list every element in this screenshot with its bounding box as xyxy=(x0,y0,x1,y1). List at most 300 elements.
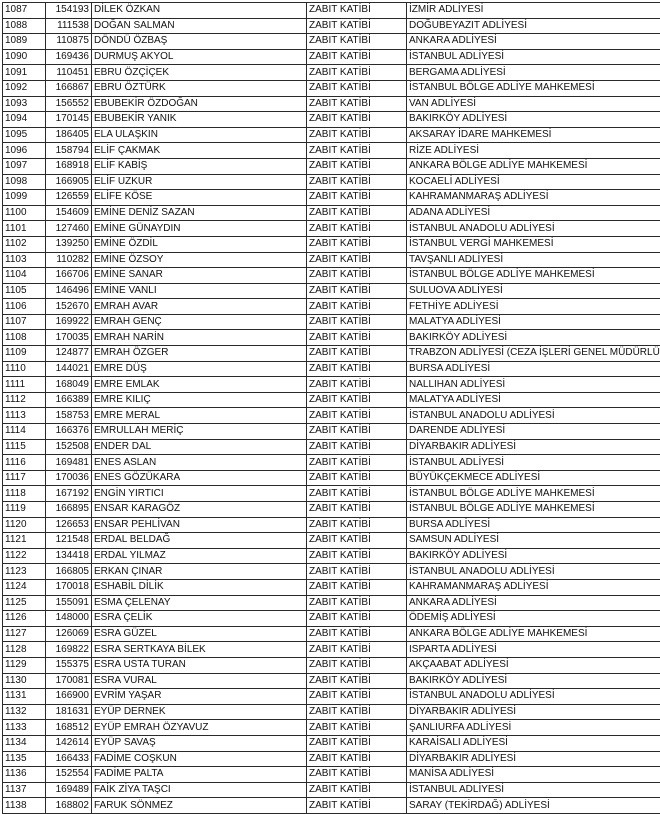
row-number-cell: 1133 xyxy=(3,720,46,736)
table-row xyxy=(3,564,660,580)
row-number-cell: 1118 xyxy=(3,486,46,502)
title-cell: ZABIT KATİBİ xyxy=(307,486,407,502)
unit-cell: ŞANLIURFA ADLİYESİ xyxy=(407,720,660,736)
unit-cell: ANKARA ADLİYESİ xyxy=(407,34,660,50)
row-number-cell: 1100 xyxy=(3,205,46,221)
unit-cell: ANKARA BÖLGE ADLİYE MAHKEMESİ xyxy=(407,626,660,642)
table-row xyxy=(3,782,660,798)
unit-cell: DİYARBAKIR ADLİYESİ xyxy=(407,751,660,767)
unit-cell: TRABZON ADLİYESİ (CEZA İŞLERİ GENEL MÜDÜRLÜ xyxy=(407,346,660,362)
registry-number-cell: 126069 xyxy=(46,626,92,642)
row-number-cell: 1087 xyxy=(3,3,46,19)
name-cell: EMRAH ÖZGER xyxy=(92,346,307,362)
title-cell: ZABIT KATİBİ xyxy=(307,751,407,767)
title-cell: ZABIT KATİBİ xyxy=(307,424,407,440)
table-row xyxy=(3,252,660,268)
table-row xyxy=(3,735,660,751)
registry-number-cell: 166805 xyxy=(46,564,92,580)
table-row xyxy=(3,392,660,408)
row-number-cell: 1109 xyxy=(3,346,46,362)
table-row xyxy=(3,346,660,362)
table-row xyxy=(3,704,660,720)
name-cell: EMRAH NARİN xyxy=(92,330,307,346)
table-row xyxy=(3,673,660,689)
title-cell: ZABIT KATİBİ xyxy=(307,314,407,330)
registry-number-cell: 146496 xyxy=(46,283,92,299)
table-row xyxy=(3,470,660,486)
row-number-cell: 1101 xyxy=(3,221,46,237)
registry-number-cell: 186405 xyxy=(46,127,92,143)
name-cell: EMİNE GÜNAYDIN xyxy=(92,221,307,237)
registry-number-cell: 168802 xyxy=(46,798,92,814)
title-cell: ZABIT KATİBİ xyxy=(307,455,407,471)
registry-number-cell: 168918 xyxy=(46,158,92,174)
name-cell: ENSAR PEHLİVAN xyxy=(92,517,307,533)
table-row xyxy=(3,80,660,96)
table-row xyxy=(3,689,660,705)
title-cell: ZABIT KATİBİ xyxy=(307,268,407,284)
registry-number-cell: 166706 xyxy=(46,268,92,284)
row-number-cell: 1093 xyxy=(3,96,46,112)
table-row xyxy=(3,330,660,346)
title-cell: ZABIT KATİBİ xyxy=(307,439,407,455)
table-row xyxy=(3,314,660,330)
row-number-cell: 1122 xyxy=(3,548,46,564)
table-row xyxy=(3,65,660,81)
registry-number-cell: 170036 xyxy=(46,470,92,486)
title-cell: ZABIT KATİBİ xyxy=(307,689,407,705)
unit-cell: İSTANBUL BÖLGE ADLİYE MAHKEMESİ xyxy=(407,502,660,518)
title-cell: ZABIT KATİBİ xyxy=(307,190,407,206)
table-row xyxy=(3,127,660,143)
row-number-cell: 1096 xyxy=(3,143,46,159)
registry-number-cell: 110282 xyxy=(46,252,92,268)
title-cell: ZABIT KATİBİ xyxy=(307,470,407,486)
unit-cell: BURSA ADLİYESİ xyxy=(407,361,660,377)
row-number-cell: 1104 xyxy=(3,268,46,284)
row-number-cell: 1088 xyxy=(3,18,46,34)
unit-cell: BAKIRKÖY ADLİYESİ xyxy=(407,548,660,564)
row-number-cell: 1130 xyxy=(3,673,46,689)
registry-number-cell: 156552 xyxy=(46,96,92,112)
row-number-cell: 1125 xyxy=(3,595,46,611)
row-number-cell: 1135 xyxy=(3,751,46,767)
table-row xyxy=(3,3,660,19)
row-number-cell: 1116 xyxy=(3,455,46,471)
name-cell: ERKAN ÇINAR xyxy=(92,564,307,580)
registry-number-cell: 110451 xyxy=(46,65,92,81)
table-row xyxy=(3,361,660,377)
name-cell: ESHABİL DİLİK xyxy=(92,579,307,595)
name-cell: EMRAH AVAR xyxy=(92,299,307,315)
unit-cell: MANİSA ADLİYESİ xyxy=(407,767,660,783)
registry-number-cell: 121548 xyxy=(46,533,92,549)
row-number-cell: 1089 xyxy=(3,34,46,50)
name-cell: FAİK ZİYA TAŞCI xyxy=(92,782,307,798)
registry-number-cell: 166905 xyxy=(46,174,92,190)
table-row xyxy=(3,299,660,315)
title-cell: ZABIT KATİBİ xyxy=(307,377,407,393)
registry-number-cell: 169922 xyxy=(46,314,92,330)
row-number-cell: 1111 xyxy=(3,377,46,393)
registry-number-cell: 166900 xyxy=(46,689,92,705)
name-cell: FADİME COŞKUN xyxy=(92,751,307,767)
title-cell: ZABIT KATİBİ xyxy=(307,408,407,424)
title-cell: ZABIT KATİBİ xyxy=(307,252,407,268)
name-cell: EMİNE SANAR xyxy=(92,268,307,284)
row-number-cell: 1092 xyxy=(3,80,46,96)
unit-cell: BAKIRKÖY ADLİYESİ xyxy=(407,112,660,128)
registry-number-cell: 168512 xyxy=(46,720,92,736)
title-cell: ZABIT KATİBİ xyxy=(307,548,407,564)
registry-number-cell: 148000 xyxy=(46,611,92,627)
table-row xyxy=(3,377,660,393)
registry-number-cell: 158794 xyxy=(46,143,92,159)
unit-cell: İSTANBUL ADLİYESİ xyxy=(407,49,660,65)
registry-number-cell: 139250 xyxy=(46,236,92,252)
row-number-cell: 1132 xyxy=(3,704,46,720)
title-cell: ZABIT KATİBİ xyxy=(307,564,407,580)
row-number-cell: 1126 xyxy=(3,611,46,627)
row-number-cell: 1099 xyxy=(3,190,46,206)
table-row xyxy=(3,283,660,299)
table-row xyxy=(3,408,660,424)
unit-cell: KOCAELİ ADLİYESİ xyxy=(407,174,660,190)
registry-number-cell: 166867 xyxy=(46,80,92,96)
unit-cell: ANKARA ADLİYESİ xyxy=(407,595,660,611)
unit-cell: İSTANBUL ADLİYESİ xyxy=(407,455,660,471)
title-cell: ZABIT KATİBİ xyxy=(307,346,407,362)
row-number-cell: 1124 xyxy=(3,579,46,595)
table-row xyxy=(3,205,660,221)
unit-cell: DARENDE ADLİYESİ xyxy=(407,424,660,440)
name-cell: EMRE EMLAK xyxy=(92,377,307,393)
table-row xyxy=(3,595,660,611)
name-cell: EMRULLAH MERİÇ xyxy=(92,424,307,440)
unit-cell: BAKIRKÖY ADLİYESİ xyxy=(407,330,660,346)
registry-number-cell: 152670 xyxy=(46,299,92,315)
table-row xyxy=(3,798,660,814)
title-cell: ZABIT KATİBİ xyxy=(307,127,407,143)
row-number-cell: 1106 xyxy=(3,299,46,315)
registry-number-cell: 169481 xyxy=(46,455,92,471)
name-cell: ENES GÖZÜKARA xyxy=(92,470,307,486)
title-cell: ZABIT KATİBİ xyxy=(307,798,407,814)
table-row xyxy=(3,517,660,533)
registry-number-cell: 170081 xyxy=(46,673,92,689)
table-row xyxy=(3,143,660,159)
title-cell: ZABIT KATİBİ xyxy=(307,330,407,346)
registry-number-cell: 152554 xyxy=(46,767,92,783)
unit-cell: KARAİSALI ADLİYESİ xyxy=(407,735,660,751)
registry-number-cell: 155091 xyxy=(46,595,92,611)
name-cell: ESRA VURAL xyxy=(92,673,307,689)
name-cell: ELİF UZKUR xyxy=(92,174,307,190)
title-cell: ZABIT KATİBİ xyxy=(307,579,407,595)
personnel-table-body xyxy=(3,3,660,814)
title-cell: ZABIT KATİBİ xyxy=(307,673,407,689)
name-cell: ESRA ÇELİK xyxy=(92,611,307,627)
unit-cell: KAHRAMANMARAŞ ADLİYESİ xyxy=(407,190,660,206)
registry-number-cell: 170145 xyxy=(46,112,92,128)
personnel-table xyxy=(2,2,660,814)
table-row xyxy=(3,439,660,455)
name-cell: DURMUŞ AKYOL xyxy=(92,49,307,65)
title-cell: ZABIT KATİBİ xyxy=(307,533,407,549)
name-cell: ESRA USTA TURAN xyxy=(92,657,307,673)
unit-cell: İSTANBUL BÖLGE ADLİYE MAHKEMESİ xyxy=(407,268,660,284)
row-number-cell: 1095 xyxy=(3,127,46,143)
row-number-cell: 1128 xyxy=(3,642,46,658)
row-number-cell: 1094 xyxy=(3,112,46,128)
title-cell: ZABIT KATİBİ xyxy=(307,236,407,252)
table-row xyxy=(3,112,660,128)
row-number-cell: 1134 xyxy=(3,735,46,751)
registry-number-cell: 111538 xyxy=(46,18,92,34)
row-number-cell: 1107 xyxy=(3,314,46,330)
name-cell: EYÜP EMRAH ÖZYAVUZ xyxy=(92,720,307,736)
unit-cell: İSTANBUL VERGİ MAHKEMESİ xyxy=(407,236,660,252)
name-cell: EMİNE ÖZDİL xyxy=(92,236,307,252)
unit-cell: ÖDEMİŞ ADLİYESİ xyxy=(407,611,660,627)
table-row xyxy=(3,49,660,65)
table-row xyxy=(3,221,660,237)
name-cell: EMİNE ÖZSOY xyxy=(92,252,307,268)
name-cell: DOĞAN SALMAN xyxy=(92,18,307,34)
registry-number-cell: 166433 xyxy=(46,751,92,767)
table-row xyxy=(3,533,660,549)
title-cell: ZABIT KATİBİ xyxy=(307,283,407,299)
title-cell: ZABIT KATİBİ xyxy=(307,735,407,751)
unit-cell: ISPARTA ADLİYESİ xyxy=(407,642,660,658)
name-cell: ENDER DAL xyxy=(92,439,307,455)
table-row xyxy=(3,424,660,440)
title-cell: ZABIT KATİBİ xyxy=(307,657,407,673)
name-cell: EMRE DÜŞ xyxy=(92,361,307,377)
title-cell: ZABIT KATİBİ xyxy=(307,80,407,96)
unit-cell: VAN ADLİYESİ xyxy=(407,96,660,112)
unit-cell: BÜYÜKÇEKMECE ADLİYESİ xyxy=(407,470,660,486)
unit-cell: ADANA ADLİYESİ xyxy=(407,205,660,221)
unit-cell: SULUOVA ADLİYESİ xyxy=(407,283,660,299)
row-number-cell: 1108 xyxy=(3,330,46,346)
title-cell: ZABIT KATİBİ xyxy=(307,158,407,174)
registry-number-cell: 127460 xyxy=(46,221,92,237)
unit-cell: İZMİR ADLİYESİ xyxy=(407,3,660,19)
unit-cell: İSTANBUL ANADOLU ADLİYESİ xyxy=(407,564,660,580)
row-number-cell: 1105 xyxy=(3,283,46,299)
unit-cell: TAVŞANLI ADLİYESİ xyxy=(407,252,660,268)
name-cell: ENES ASLAN xyxy=(92,455,307,471)
title-cell: ZABIT KATİBİ xyxy=(307,361,407,377)
title-cell: ZABIT KATİBİ xyxy=(307,112,407,128)
row-number-cell: 1121 xyxy=(3,533,46,549)
table-row xyxy=(3,174,660,190)
name-cell: EYÜP DERNEK xyxy=(92,704,307,720)
row-number-cell: 1091 xyxy=(3,65,46,81)
registry-number-cell: 110875 xyxy=(46,34,92,50)
title-cell: ZABIT KATİBİ xyxy=(307,626,407,642)
name-cell: EVRİM YAŞAR xyxy=(92,689,307,705)
registry-number-cell: 168049 xyxy=(46,377,92,393)
title-cell: ZABIT KATİBİ xyxy=(307,299,407,315)
document-page xyxy=(2,2,660,814)
name-cell: EYÜP SAVAŞ xyxy=(92,735,307,751)
registry-number-cell: 155375 xyxy=(46,657,92,673)
unit-cell: SARAY (TEKİRDAĞ) ADLİYESİ xyxy=(407,798,660,814)
table-row xyxy=(3,579,660,595)
title-cell: ZABIT KATİBİ xyxy=(307,65,407,81)
table-row xyxy=(3,34,660,50)
table-row xyxy=(3,158,660,174)
registry-number-cell: 154609 xyxy=(46,205,92,221)
row-number-cell: 1138 xyxy=(3,798,46,814)
table-row xyxy=(3,96,660,112)
table-row xyxy=(3,611,660,627)
name-cell: EBUBEKİR YANIK xyxy=(92,112,307,128)
name-cell: FADİME PALTA xyxy=(92,767,307,783)
unit-cell: SAMSUN ADLİYESİ xyxy=(407,533,660,549)
title-cell: ZABIT KATİBİ xyxy=(307,174,407,190)
title-cell: ZABIT KATİBİ xyxy=(307,96,407,112)
registry-number-cell: 166895 xyxy=(46,502,92,518)
unit-cell: MALATYA ADLİYESİ xyxy=(407,314,660,330)
table-row xyxy=(3,720,660,736)
title-cell: ZABIT KATİBİ xyxy=(307,704,407,720)
registry-number-cell: 134418 xyxy=(46,548,92,564)
registry-number-cell: 152508 xyxy=(46,439,92,455)
unit-cell: DİYARBAKIR ADLİYESİ xyxy=(407,439,660,455)
name-cell: EMRE KILIÇ xyxy=(92,392,307,408)
row-number-cell: 1112 xyxy=(3,392,46,408)
name-cell: DİLEK ÖZKAN xyxy=(92,3,307,19)
registry-number-cell: 166389 xyxy=(46,392,92,408)
registry-number-cell: 169436 xyxy=(46,49,92,65)
unit-cell: İSTANBUL ANADOLU ADLİYESİ xyxy=(407,408,660,424)
row-number-cell: 1113 xyxy=(3,408,46,424)
name-cell: EBRU ÖZÇİÇEK xyxy=(92,65,307,81)
registry-number-cell: 167192 xyxy=(46,486,92,502)
row-number-cell: 1097 xyxy=(3,158,46,174)
registry-number-cell: 158753 xyxy=(46,408,92,424)
registry-number-cell: 124877 xyxy=(46,346,92,362)
name-cell: DÖNDÜ ÖZBAŞ xyxy=(92,34,307,50)
title-cell: ZABIT KATİBİ xyxy=(307,143,407,159)
registry-number-cell: 170035 xyxy=(46,330,92,346)
registry-number-cell: 166376 xyxy=(46,424,92,440)
unit-cell: ANKARA BÖLGE ADLİYE MAHKEMESİ xyxy=(407,158,660,174)
row-number-cell: 1137 xyxy=(3,782,46,798)
unit-cell: İSTANBUL ANADOLU ADLİYESİ xyxy=(407,221,660,237)
row-number-cell: 1129 xyxy=(3,657,46,673)
unit-cell: DOĞUBEYAZIT ADLİYESİ xyxy=(407,18,660,34)
name-cell: EMRE MERAL xyxy=(92,408,307,424)
unit-cell: NALLIHAN ADLİYESİ xyxy=(407,377,660,393)
registry-number-cell: 169822 xyxy=(46,642,92,658)
title-cell: ZABIT KATİBİ xyxy=(307,517,407,533)
title-cell: ZABIT KATİBİ xyxy=(307,34,407,50)
unit-cell: İSTANBUL BÖLGE ADLİYE MAHKEMESİ xyxy=(407,80,660,96)
row-number-cell: 1114 xyxy=(3,424,46,440)
name-cell: ELİF ÇAKMAK xyxy=(92,143,307,159)
registry-number-cell: 144021 xyxy=(46,361,92,377)
name-cell: ERDAL BELDAĞ xyxy=(92,533,307,549)
row-number-cell: 1131 xyxy=(3,689,46,705)
registry-number-cell: 170018 xyxy=(46,579,92,595)
table-row xyxy=(3,455,660,471)
table-row xyxy=(3,751,660,767)
registry-number-cell: 181631 xyxy=(46,704,92,720)
title-cell: ZABIT KATİBİ xyxy=(307,49,407,65)
unit-cell: İSTANBUL BÖLGE ADLİYE MAHKEMESİ xyxy=(407,486,660,502)
registry-number-cell: 126653 xyxy=(46,517,92,533)
title-cell: ZABIT KATİBİ xyxy=(307,767,407,783)
unit-cell: KAHRAMANMARAŞ ADLİYESİ xyxy=(407,579,660,595)
name-cell: EMİNE DENİZ SAZAN xyxy=(92,205,307,221)
registry-number-cell: 142614 xyxy=(46,735,92,751)
title-cell: ZABIT KATİBİ xyxy=(307,18,407,34)
name-cell: ELA ULAŞKIN xyxy=(92,127,307,143)
table-row xyxy=(3,548,660,564)
name-cell: EBUBEKİR ÖZDOĞAN xyxy=(92,96,307,112)
table-row xyxy=(3,657,660,673)
row-number-cell: 1103 xyxy=(3,252,46,268)
name-cell: ESMA ÇELENAY xyxy=(92,595,307,611)
unit-cell: RİZE ADLİYESİ xyxy=(407,143,660,159)
table-row xyxy=(3,190,660,206)
unit-cell: İSTANBUL ANADOLU ADLİYESİ xyxy=(407,689,660,705)
name-cell: ESRA GÜZEL xyxy=(92,626,307,642)
registry-number-cell: 126559 xyxy=(46,190,92,206)
name-cell: ERDAL YILMAZ xyxy=(92,548,307,564)
title-cell: ZABIT KATİBİ xyxy=(307,782,407,798)
unit-cell: AKSARAY İDARE MAHKEMESİ xyxy=(407,127,660,143)
name-cell: ELİFE KÖSE xyxy=(92,190,307,206)
row-number-cell: 1102 xyxy=(3,236,46,252)
table-row xyxy=(3,236,660,252)
name-cell: ENGİN YIRTICI xyxy=(92,486,307,502)
table-row xyxy=(3,767,660,783)
registry-number-cell: 154193 xyxy=(46,3,92,19)
row-number-cell: 1117 xyxy=(3,470,46,486)
unit-cell: DİYARBAKIR ADLİYESİ xyxy=(407,704,660,720)
title-cell: ZABIT KATİBİ xyxy=(307,595,407,611)
table-row xyxy=(3,642,660,658)
row-number-cell: 1110 xyxy=(3,361,46,377)
unit-cell: AKÇAABAT ADLİYESİ xyxy=(407,657,660,673)
row-number-cell: 1119 xyxy=(3,502,46,518)
row-number-cell: 1115 xyxy=(3,439,46,455)
title-cell: ZABIT KATİBİ xyxy=(307,502,407,518)
title-cell: ZABIT KATİBİ xyxy=(307,611,407,627)
table-row xyxy=(3,626,660,642)
table-row xyxy=(3,486,660,502)
unit-cell: FETHİYE ADLİYESİ xyxy=(407,299,660,315)
title-cell: ZABIT KATİBİ xyxy=(307,221,407,237)
row-number-cell: 1090 xyxy=(3,49,46,65)
row-number-cell: 1127 xyxy=(3,626,46,642)
row-number-cell: 1098 xyxy=(3,174,46,190)
name-cell: EMİNE VANLI xyxy=(92,283,307,299)
unit-cell: İSTANBUL ADLİYESİ xyxy=(407,782,660,798)
title-cell: ZABIT KATİBİ xyxy=(307,392,407,408)
row-number-cell: 1120 xyxy=(3,517,46,533)
unit-cell: MALATYA ADLİYESİ xyxy=(407,392,660,408)
unit-cell: BURSA ADLİYESİ xyxy=(407,517,660,533)
unit-cell: BERGAMA ADLİYESİ xyxy=(407,65,660,81)
table-row xyxy=(3,502,660,518)
unit-cell: BAKIRKÖY ADLİYESİ xyxy=(407,673,660,689)
